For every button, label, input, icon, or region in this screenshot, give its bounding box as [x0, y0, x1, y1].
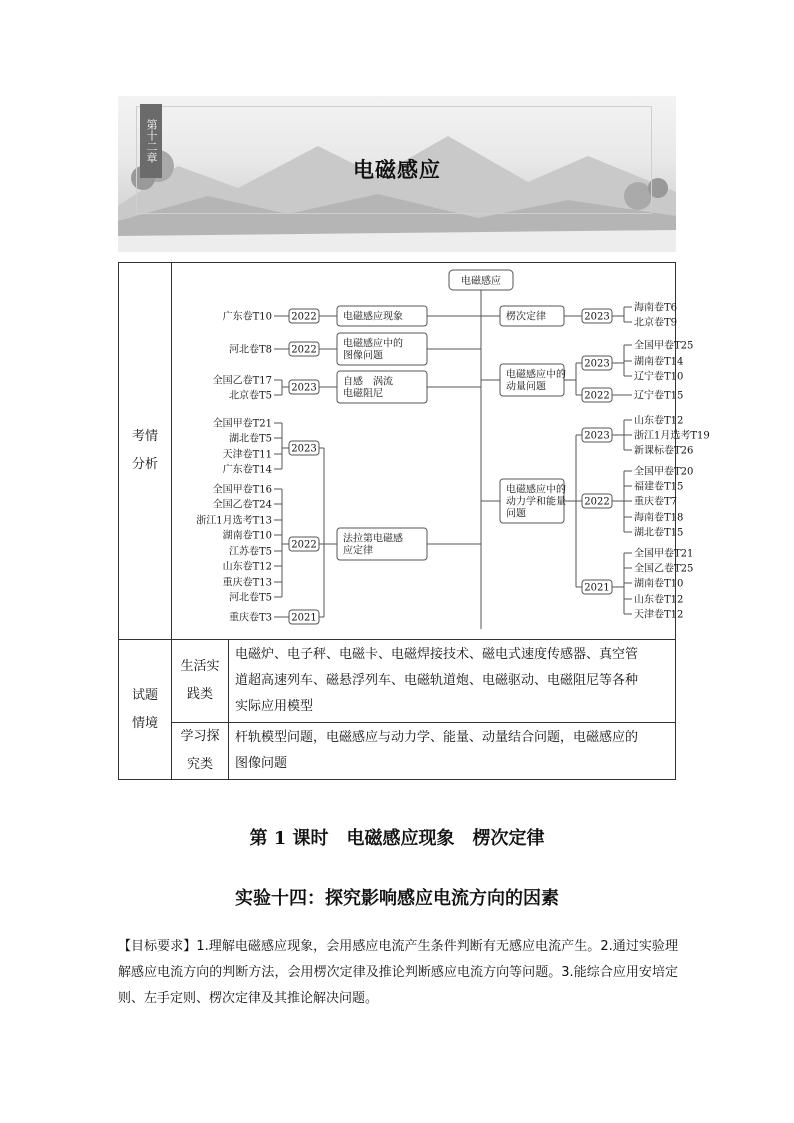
paper-label: 重庆卷T13 [222, 577, 272, 589]
paper-label: 河北卷T5 [228, 592, 272, 604]
year-label: 2023 [584, 358, 610, 370]
lesson-title: 第 1 课时 电磁感应现象 楞次定律 [249, 828, 545, 849]
year-label: 2023 [291, 382, 317, 394]
scenario-line: 实际应用模型 [235, 699, 314, 714]
scenario-line: 杆轨模型问题，电磁感应与动力学、能量、动量结合问题，电磁感应的 [235, 730, 639, 745]
paper-label: 全国甲卷T21 [634, 548, 694, 560]
chapter-banner [118, 96, 676, 252]
paper-label: 湖南卷T14 [634, 356, 684, 368]
paper-label: 全国乙卷T24 [212, 499, 272, 511]
paper-label: 湖北卷T15 [634, 527, 684, 539]
paper-label: 全国乙卷T25 [634, 563, 694, 575]
scenario-type [172, 640, 229, 723]
paper-label: 重庆卷T3 [228, 612, 272, 624]
year-label: 2021 [584, 582, 610, 594]
topic-box-l1-text: 电磁感应现象 [343, 311, 403, 323]
paper-label: 山东卷T12 [634, 415, 684, 427]
mind-map [172, 263, 710, 635]
paper-label: 全国甲卷T25 [634, 340, 694, 352]
topic-box-r3-text: 电磁感应中的 [506, 484, 566, 496]
paper-label: 海南卷T6 [634, 302, 678, 314]
year-label: 2022 [291, 311, 317, 323]
paper-label: 广东卷T14 [222, 464, 272, 476]
topic-box-l4-text: 法拉第电磁感 [343, 533, 403, 545]
paper-label: 山东卷T12 [222, 561, 272, 573]
scenario-label-line: 试题 [131, 687, 158, 703]
paper-label: 全国甲卷T16 [212, 484, 272, 496]
scenario-type-line: 究类 [186, 757, 213, 772]
year-label: 2022 [291, 344, 317, 356]
year-label: 2022 [584, 390, 610, 402]
paper-label: 河北卷T8 [228, 344, 272, 356]
topic-box-l2-text: 电磁感应中的 [343, 338, 403, 350]
paper-label: 福建卷T15 [634, 481, 684, 493]
topic-box-r1-text: 楞次定律 [506, 311, 546, 323]
paper-label: 全国甲卷T21 [212, 418, 272, 430]
paper-label: 天津卷T12 [634, 609, 684, 621]
year-label: 2022 [584, 496, 610, 508]
scenario-content [229, 723, 676, 780]
paper-label: 浙江1月选考T19 [634, 430, 710, 442]
topic-box-r3-text: 动力学和能量 [506, 496, 566, 508]
mind-map-cell [172, 263, 710, 640]
scenario-line: 道超高速列车、磁悬浮列车、电磁轨道炮、电磁驱动、电磁阻尼等各种 [235, 673, 639, 688]
topic-box-r3-text: 问题 [506, 508, 526, 520]
root-label: 电磁感应 [461, 276, 501, 287]
year-label: 2022 [291, 539, 317, 551]
paper-label: 全国甲卷T20 [634, 466, 694, 478]
year-label: 2021 [291, 612, 317, 624]
paper-label: 辽宁卷T15 [634, 390, 684, 402]
paper-label: 辽宁卷T10 [634, 371, 684, 383]
analysis-label [119, 263, 172, 640]
experiment-title: 实验十四：探究影响感应电流方向的因素 [235, 888, 559, 909]
analysis-row [119, 263, 676, 640]
scenario-type-line: 生活实 [180, 659, 220, 674]
analysis-label-line: 考情 [131, 429, 158, 444]
analysis-label-line: 分析 [131, 457, 158, 472]
topic-box-r2-text: 动量问题 [506, 381, 546, 393]
scenario-type-line: 践类 [186, 687, 213, 702]
topic-box-l3-text: 电磁阻尼 [343, 388, 383, 400]
scenario-type [172, 723, 229, 780]
paper-label: 湖南卷T10 [634, 578, 684, 590]
goals-paragraph [118, 934, 678, 1012]
goals-text: 1.理解电磁感应现象，会用感应电流产生条件判断有无感应电流产生。2.通过实验理解感应电流方向的判断方法，会用楞次定律及推论判断感应电流方向等问题。3.能综合应用安培定则、左手定则、楞次定律及其推论解决问题。 [118, 939, 678, 1006]
paper-label: 湖北卷T5 [228, 433, 272, 445]
paper-label: 北京卷T5 [228, 390, 272, 402]
year-label: 2023 [584, 311, 610, 323]
paper-label: 新课标卷T26 [634, 445, 694, 457]
paper-label: 山东卷T12 [634, 594, 684, 606]
paper-label: 湖南卷T10 [222, 530, 272, 542]
paper-label: 浙江1月选考T13 [196, 515, 272, 527]
scenario-line: 图像问题 [235, 756, 288, 771]
scenario-row-1 [119, 640, 676, 723]
year-label: 2023 [291, 443, 317, 455]
paper-label: 海南卷T18 [634, 512, 684, 524]
scenario-row-2 [119, 723, 676, 780]
year-label: 2023 [584, 430, 610, 442]
chapter-title: 电磁感应 [353, 158, 441, 182]
scenario-label [119, 640, 172, 780]
scenario-label-line: 情境 [131, 715, 158, 731]
topic-box-l4-text: 应定律 [343, 545, 373, 557]
paper-label: 江苏卷T5 [228, 546, 272, 558]
scenario-line: 电磁炉、电子秤、电磁卡、电磁焊接技术、磁电式速度传感器、真空管 [235, 647, 639, 662]
paper-label: 全国乙卷T17 [212, 375, 272, 387]
scenario-content [229, 640, 676, 723]
chapter-tab: 第十二章 [140, 104, 162, 178]
paper-label: 广东卷T10 [222, 311, 272, 323]
scenario-type-line: 学习探 [180, 729, 220, 744]
goals-label: 【目标要求】 [118, 939, 197, 954]
paper-label: 天津卷T11 [222, 449, 272, 461]
topic-box-l3-text: 自感 涡流 [343, 376, 393, 388]
overview-table [118, 262, 710, 780]
topic-box-r2-text: 电磁感应中的 [506, 369, 566, 381]
topic-box-l2-text: 图像问题 [343, 350, 383, 362]
paper-label: 北京卷T9 [634, 317, 678, 329]
paper-label: 重庆卷T7 [634, 496, 678, 508]
